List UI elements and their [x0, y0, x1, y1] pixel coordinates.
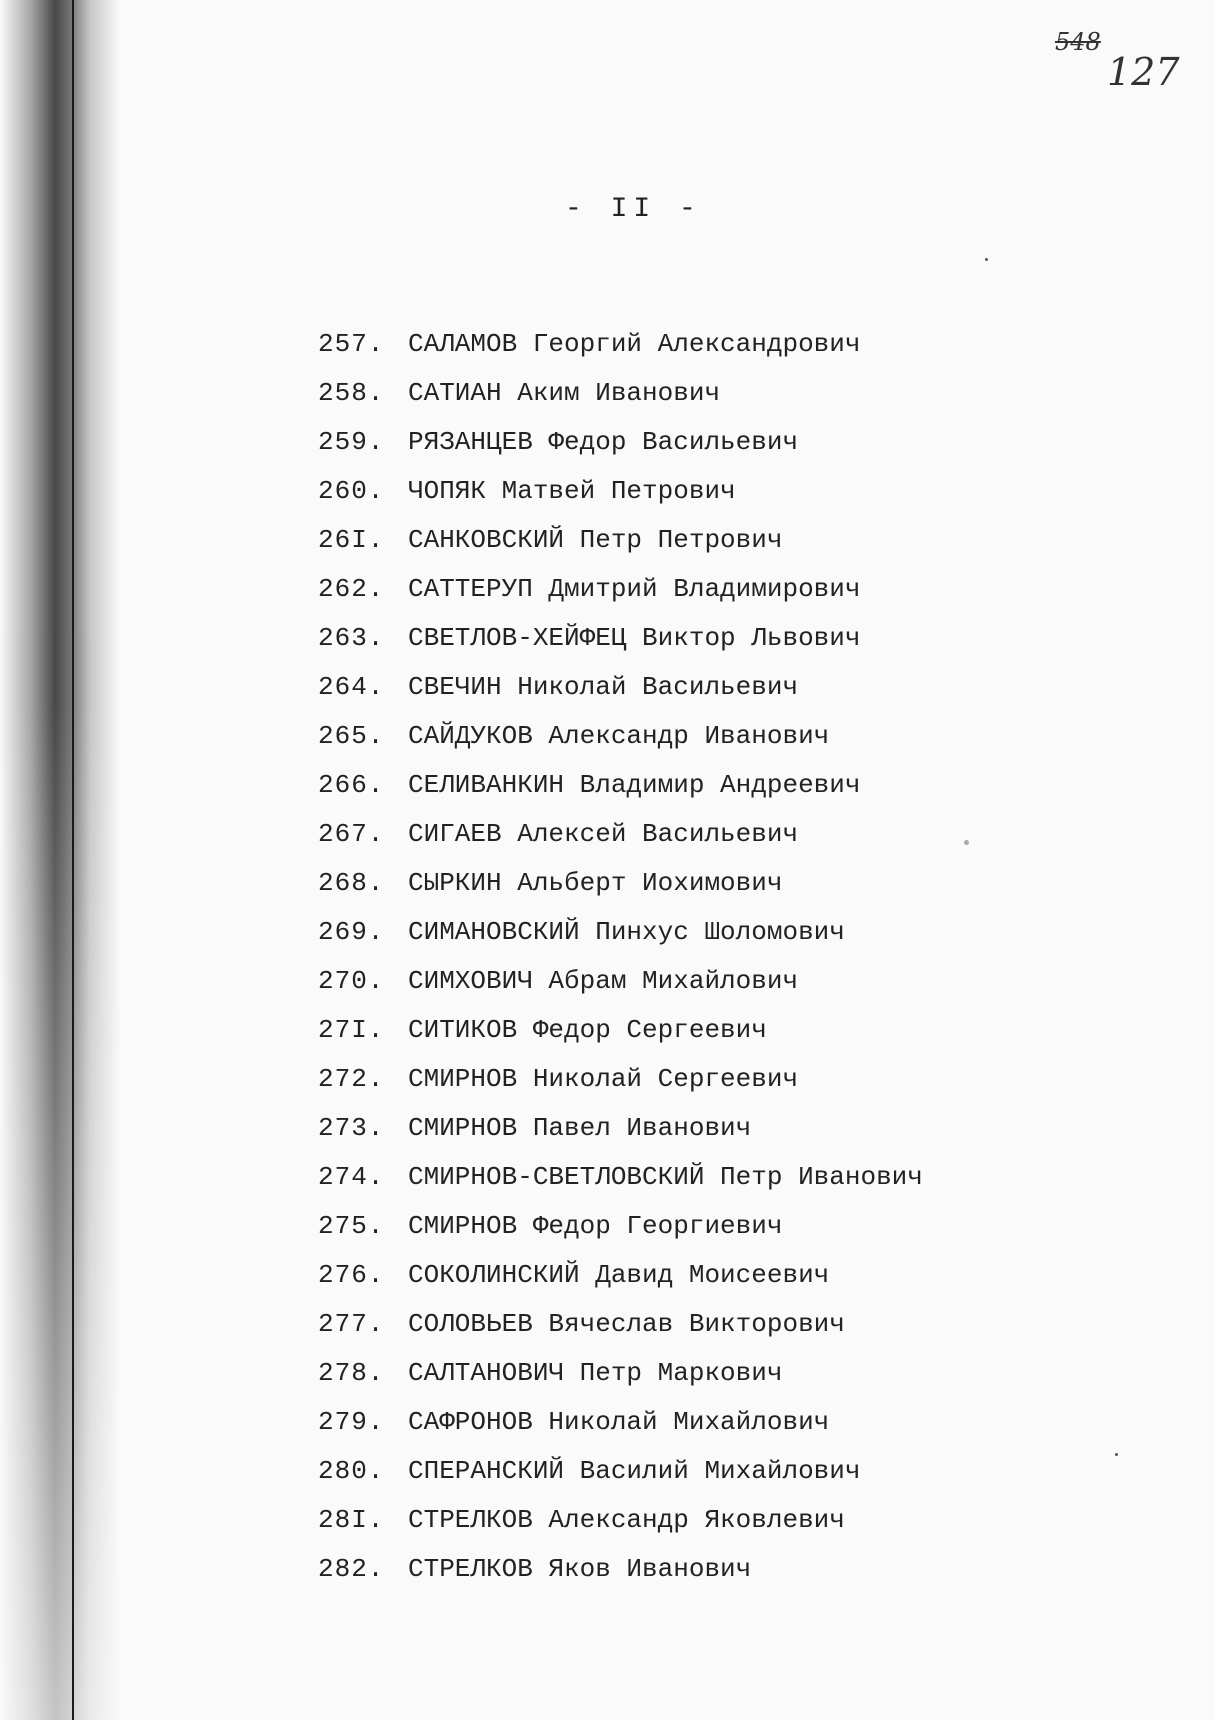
list-item [318, 1545, 923, 1594]
entry-name: САТТЕРУП Дмитрий Владимирович [408, 574, 861, 604]
list-item [318, 516, 923, 565]
entry-number: 264. [318, 672, 385, 702]
list-item [318, 1447, 923, 1496]
archive-number-handwritten: 127 [1107, 50, 1180, 94]
list-item [318, 1300, 923, 1349]
entry-name: СИГАЕВ Алексей Васильевич [408, 819, 799, 849]
list-item [318, 712, 923, 761]
entry-name: СМИРНОВ Федор Георгиевич [408, 1211, 783, 1241]
list-item [318, 320, 923, 369]
entry-name: СЕЛИВАНКИН Владимир Андреевич [408, 770, 861, 800]
entry-number: 274. [318, 1162, 385, 1192]
entry-number: 270. [318, 966, 385, 996]
entry-name: САЛТАНОВИЧ Петр Маркович [408, 1358, 783, 1388]
entry-number: 278. [318, 1358, 385, 1388]
entry-number: 257. [318, 329, 385, 359]
entry-number: 258. [318, 378, 385, 408]
entry-number: 279. [318, 1407, 385, 1437]
list-item [318, 957, 923, 1006]
entry-name: СОКОЛИНСКИЙ Давид Моисеевич [408, 1260, 830, 1290]
entry-number: 267. [318, 819, 385, 849]
entry-name: РЯЗАНЦЕВ Федор Васильевич [408, 427, 799, 457]
entry-number: 27I. [318, 1015, 385, 1045]
entry-number: 265. [318, 721, 385, 751]
entry-number: 272. [318, 1064, 385, 1094]
entry-name: СПЕРАНСКИЙ Василий Михайлович [408, 1456, 861, 1486]
entry-number: 280. [318, 1456, 385, 1486]
entry-number: 273. [318, 1113, 385, 1143]
list-item [318, 810, 923, 859]
entry-name: СТРЕЛКОВ Яков Иванович [408, 1554, 752, 1584]
entry-name: САНКОВСКИЙ Петр Петрович [408, 525, 783, 555]
entry-name: СИТИКОВ Федор Сергеевич [408, 1015, 767, 1045]
entry-name: СВЕТЛОВ-ХЕЙФЕЦ Виктор Львович [408, 623, 861, 653]
list-item [318, 1153, 923, 1202]
entry-name: СИМХОВИЧ Абрам Михайлович [408, 966, 799, 996]
entry-name: САФРОНОВ Николай Михайлович [408, 1407, 830, 1437]
entry-name: СМИРНОВ Николай Сергеевич [408, 1064, 799, 1094]
list-item [318, 1006, 923, 1055]
entry-number: 275. [318, 1211, 385, 1241]
entry-name: САЛАМОВ Георгий Александрович [408, 329, 861, 359]
page-edge-line [72, 0, 74, 1720]
entry-name: СОЛОВЬЕВ Вячеслав Викторович [408, 1309, 845, 1339]
list-item [318, 369, 923, 418]
entry-number: 266. [318, 770, 385, 800]
entry-number: 269. [318, 917, 385, 947]
entry-number: 26I. [318, 525, 385, 555]
entry-name: СТРЕЛКОВ Александр Яковлевич [408, 1505, 845, 1535]
list-item [318, 1251, 923, 1300]
scan-speck [1115, 1453, 1118, 1456]
list-item [318, 663, 923, 712]
binding-shadow [0, 0, 120, 1720]
list-item [318, 859, 923, 908]
list-item [318, 1398, 923, 1447]
entry-number: 282. [318, 1554, 385, 1584]
entry-name: ЧОПЯК Матвей Петрович [408, 476, 736, 506]
entry-name: СМИРНОВ Павел Иванович [408, 1113, 752, 1143]
entry-number: 28I. [318, 1505, 385, 1535]
archive-number-struck: 548 [1055, 28, 1101, 56]
list-item [318, 1496, 923, 1545]
entry-number: 276. [318, 1260, 385, 1290]
entry-number: 268. [318, 868, 385, 898]
entry-number: 262. [318, 574, 385, 604]
list-item [318, 1104, 923, 1153]
list-item [318, 1349, 923, 1398]
list-item [318, 908, 923, 957]
list-item [318, 614, 923, 663]
entry-number: 260. [318, 476, 385, 506]
list-item [318, 761, 923, 810]
entry-name: СЫРКИН Альберт Иохимович [408, 868, 783, 898]
entry-name: СМИРНОВ-СВЕТЛОВСКИЙ Петр Иванович [408, 1162, 923, 1192]
entry-name: САТИАН Аким Иванович [408, 378, 721, 408]
list-item [318, 467, 923, 516]
entry-name: СИМАНОВСКИЙ Пинхус Шоломович [408, 917, 845, 947]
list-item [318, 418, 923, 467]
list-item [318, 565, 923, 614]
scan-speck [964, 840, 969, 845]
page-number: - II - [565, 194, 702, 225]
entry-number: 263. [318, 623, 385, 653]
name-list [318, 320, 923, 1594]
entry-name: СВЕЧИН Николай Васильевич [408, 672, 799, 702]
entry-number: 277. [318, 1309, 385, 1339]
list-item [318, 1202, 923, 1251]
scan-speck [985, 258, 988, 261]
list-item [318, 1055, 923, 1104]
entry-name: САЙДУКОВ Александр Иванович [408, 721, 830, 751]
entry-number: 259. [318, 427, 385, 457]
